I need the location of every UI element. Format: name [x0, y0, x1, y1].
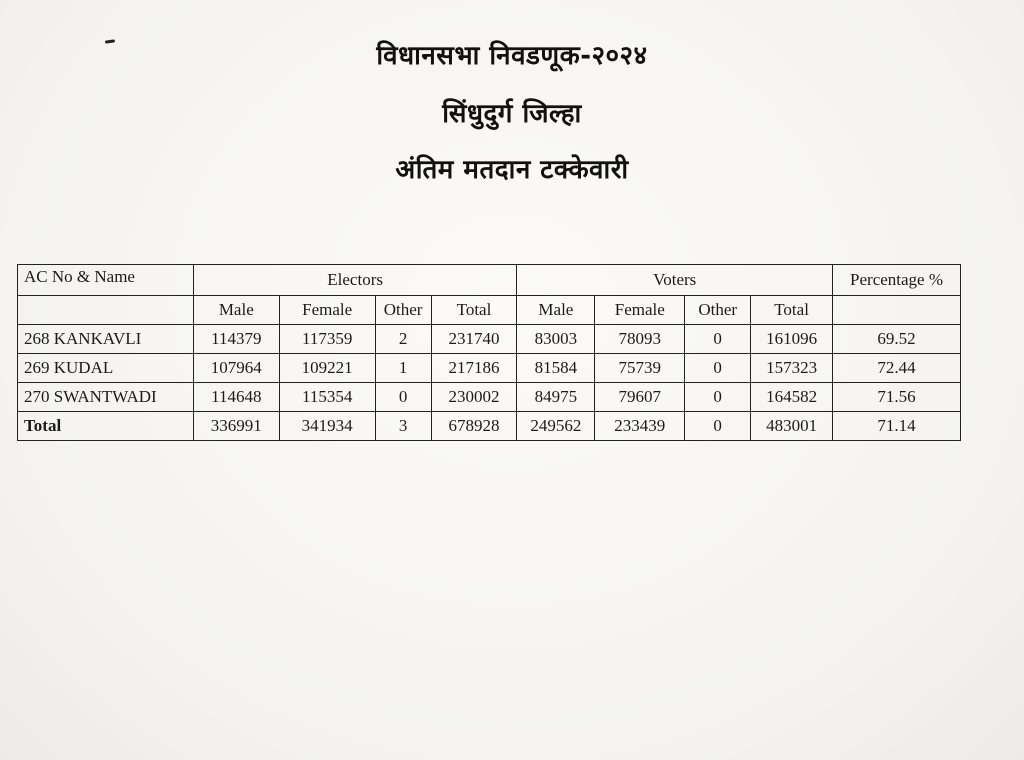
electors-other: 0 [375, 383, 431, 412]
ac-name: 269 KUDAL [18, 354, 194, 383]
percentage: 71.56 [833, 383, 961, 412]
total-voters-total: 483001 [751, 412, 833, 441]
header-electors-male: Male [193, 296, 279, 325]
header-voters-female: Female [595, 296, 685, 325]
electors-other: 2 [375, 325, 431, 354]
title-block [0, 36, 1024, 186]
table-row [18, 354, 961, 383]
subtitle: अंतिम मतदान टक्केवारी [395, 155, 629, 185]
electors-total: 230002 [431, 383, 517, 412]
header-electors-total: Total [431, 296, 517, 325]
document-title: विधानसभा निवडणूक-२०२४ [376, 41, 648, 71]
district-title: सिंधुदुर्ग जिल्हा [442, 99, 582, 129]
voters-total: 164582 [751, 383, 833, 412]
electors-other: 1 [375, 354, 431, 383]
header-voters: Voters [517, 265, 833, 296]
total-electors-other: 3 [375, 412, 431, 441]
voters-other: 0 [685, 354, 751, 383]
header-electors-female: Female [279, 296, 375, 325]
electors-male: 107964 [193, 354, 279, 383]
voters-female: 79607 [595, 383, 685, 412]
header-pct-blank [833, 296, 961, 325]
header-voters-male: Male [517, 296, 595, 325]
total-voters-other: 0 [685, 412, 751, 441]
electors-male: 114648 [193, 383, 279, 412]
voter-turnout-table [17, 264, 961, 441]
total-label: Total [18, 412, 194, 441]
voters-male: 84975 [517, 383, 595, 412]
voters-female: 78093 [595, 325, 685, 354]
voters-total: 157323 [751, 354, 833, 383]
percentage: 72.44 [833, 354, 961, 383]
percentage: 69.52 [833, 325, 961, 354]
total-voters-female: 233439 [595, 412, 685, 441]
header-voters-other: Other [685, 296, 751, 325]
header-electors: Electors [193, 265, 517, 296]
total-electors-male: 336991 [193, 412, 279, 441]
electors-female: 117359 [279, 325, 375, 354]
header-ac-name: AC No & Name [18, 265, 194, 296]
header-voters-total: Total [751, 296, 833, 325]
ac-name: 270 SWANTWADI [18, 383, 194, 412]
electors-female: 115354 [279, 383, 375, 412]
voters-female: 75739 [595, 354, 685, 383]
electors-total: 217186 [431, 354, 517, 383]
electors-male: 114379 [193, 325, 279, 354]
total-row [18, 412, 961, 441]
header-electors-other: Other [375, 296, 431, 325]
voters-other: 0 [685, 325, 751, 354]
voters-male: 81584 [517, 354, 595, 383]
voters-male: 83003 [517, 325, 595, 354]
electors-female: 109221 [279, 354, 375, 383]
total-percentage: 71.14 [833, 412, 961, 441]
header-percentage: Percentage % [833, 265, 961, 296]
header-row-columns [18, 296, 961, 325]
voters-total: 161096 [751, 325, 833, 354]
voters-other: 0 [685, 383, 751, 412]
total-electors-female: 341934 [279, 412, 375, 441]
total-voters-male: 249562 [517, 412, 595, 441]
table-row [18, 383, 961, 412]
ac-name: 268 KANKAVLI [18, 325, 194, 354]
electors-total: 231740 [431, 325, 517, 354]
header-blank [18, 296, 194, 325]
total-electors-total: 678928 [431, 412, 517, 441]
header-row-groups [18, 265, 961, 296]
table-row [18, 325, 961, 354]
